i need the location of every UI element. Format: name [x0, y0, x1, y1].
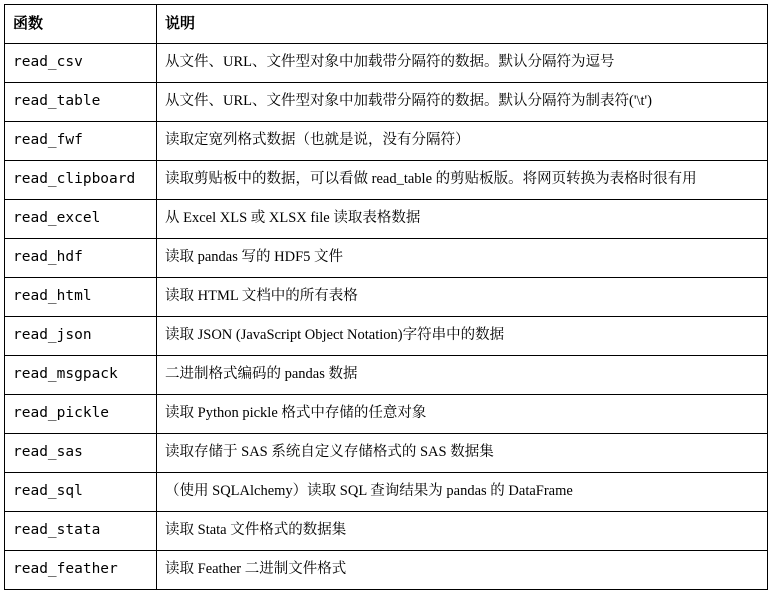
table-row	[5, 512, 768, 551]
function-description: 从文件、URL、文件型对象中加载带分隔符的数据。默认分隔符为制表符('\t')	[157, 83, 768, 122]
column-header-description: 说明	[157, 5, 768, 44]
function-name: read_json	[5, 317, 157, 356]
column-header-function: 函数	[5, 5, 157, 44]
table-row	[5, 44, 768, 83]
table-row	[5, 434, 768, 473]
function-description: 读取 Python pickle 格式中存储的任意对象	[157, 395, 768, 434]
function-name: read_stata	[5, 512, 157, 551]
function-description: 读取剪贴板中的数据，可以看做 read_table 的剪贴板版。将网页转换为表格时很有用	[157, 161, 768, 200]
function-name: read_hdf	[5, 239, 157, 278]
function-description: 从文件、URL、文件型对象中加载带分隔符的数据。默认分隔符为逗号	[157, 44, 768, 83]
function-description: 二进制格式编码的 pandas 数据	[157, 356, 768, 395]
function-name: read_feather	[5, 551, 157, 590]
function-description: 读取 HTML 文档中的所有表格	[157, 278, 768, 317]
table-row	[5, 395, 768, 434]
table-header-row	[5, 5, 768, 44]
function-description: （使用 SQLAlchemy）读取 SQL 查询结果为 pandas 的 DataFrame	[157, 473, 768, 512]
function-description: 从 Excel XLS 或 XLSX file 读取表格数据	[157, 200, 768, 239]
function-description: 读取存储于 SAS 系统自定义存储格式的 SAS 数据集	[157, 434, 768, 473]
function-name: read_excel	[5, 200, 157, 239]
table-row	[5, 122, 768, 161]
function-description: 读取 Stata 文件格式的数据集	[157, 512, 768, 551]
function-name: read_clipboard	[5, 161, 157, 200]
function-description: 读取 JSON (JavaScript Object Notation)字符串中的数据	[157, 317, 768, 356]
table-row	[5, 551, 768, 590]
table-row	[5, 83, 768, 122]
function-name: read_msgpack	[5, 356, 157, 395]
table-row	[5, 356, 768, 395]
table-row	[5, 473, 768, 512]
function-name: read_sas	[5, 434, 157, 473]
table-row	[5, 200, 768, 239]
pandas-reader-functions-table	[4, 4, 768, 590]
table-row	[5, 278, 768, 317]
table-header	[5, 5, 768, 44]
function-name: read_sql	[5, 473, 157, 512]
function-name: read_pickle	[5, 395, 157, 434]
function-description: 读取 Feather 二进制文件格式	[157, 551, 768, 590]
function-name: read_html	[5, 278, 157, 317]
function-name: read_fwf	[5, 122, 157, 161]
function-name: read_csv	[5, 44, 157, 83]
table-row	[5, 317, 768, 356]
table-row	[5, 161, 768, 200]
function-description: 读取 pandas 写的 HDF5 文件	[157, 239, 768, 278]
table-row	[5, 239, 768, 278]
function-description: 读取定宽列格式数据（也就是说，没有分隔符）	[157, 122, 768, 161]
table-body	[5, 44, 768, 590]
function-name: read_table	[5, 83, 157, 122]
